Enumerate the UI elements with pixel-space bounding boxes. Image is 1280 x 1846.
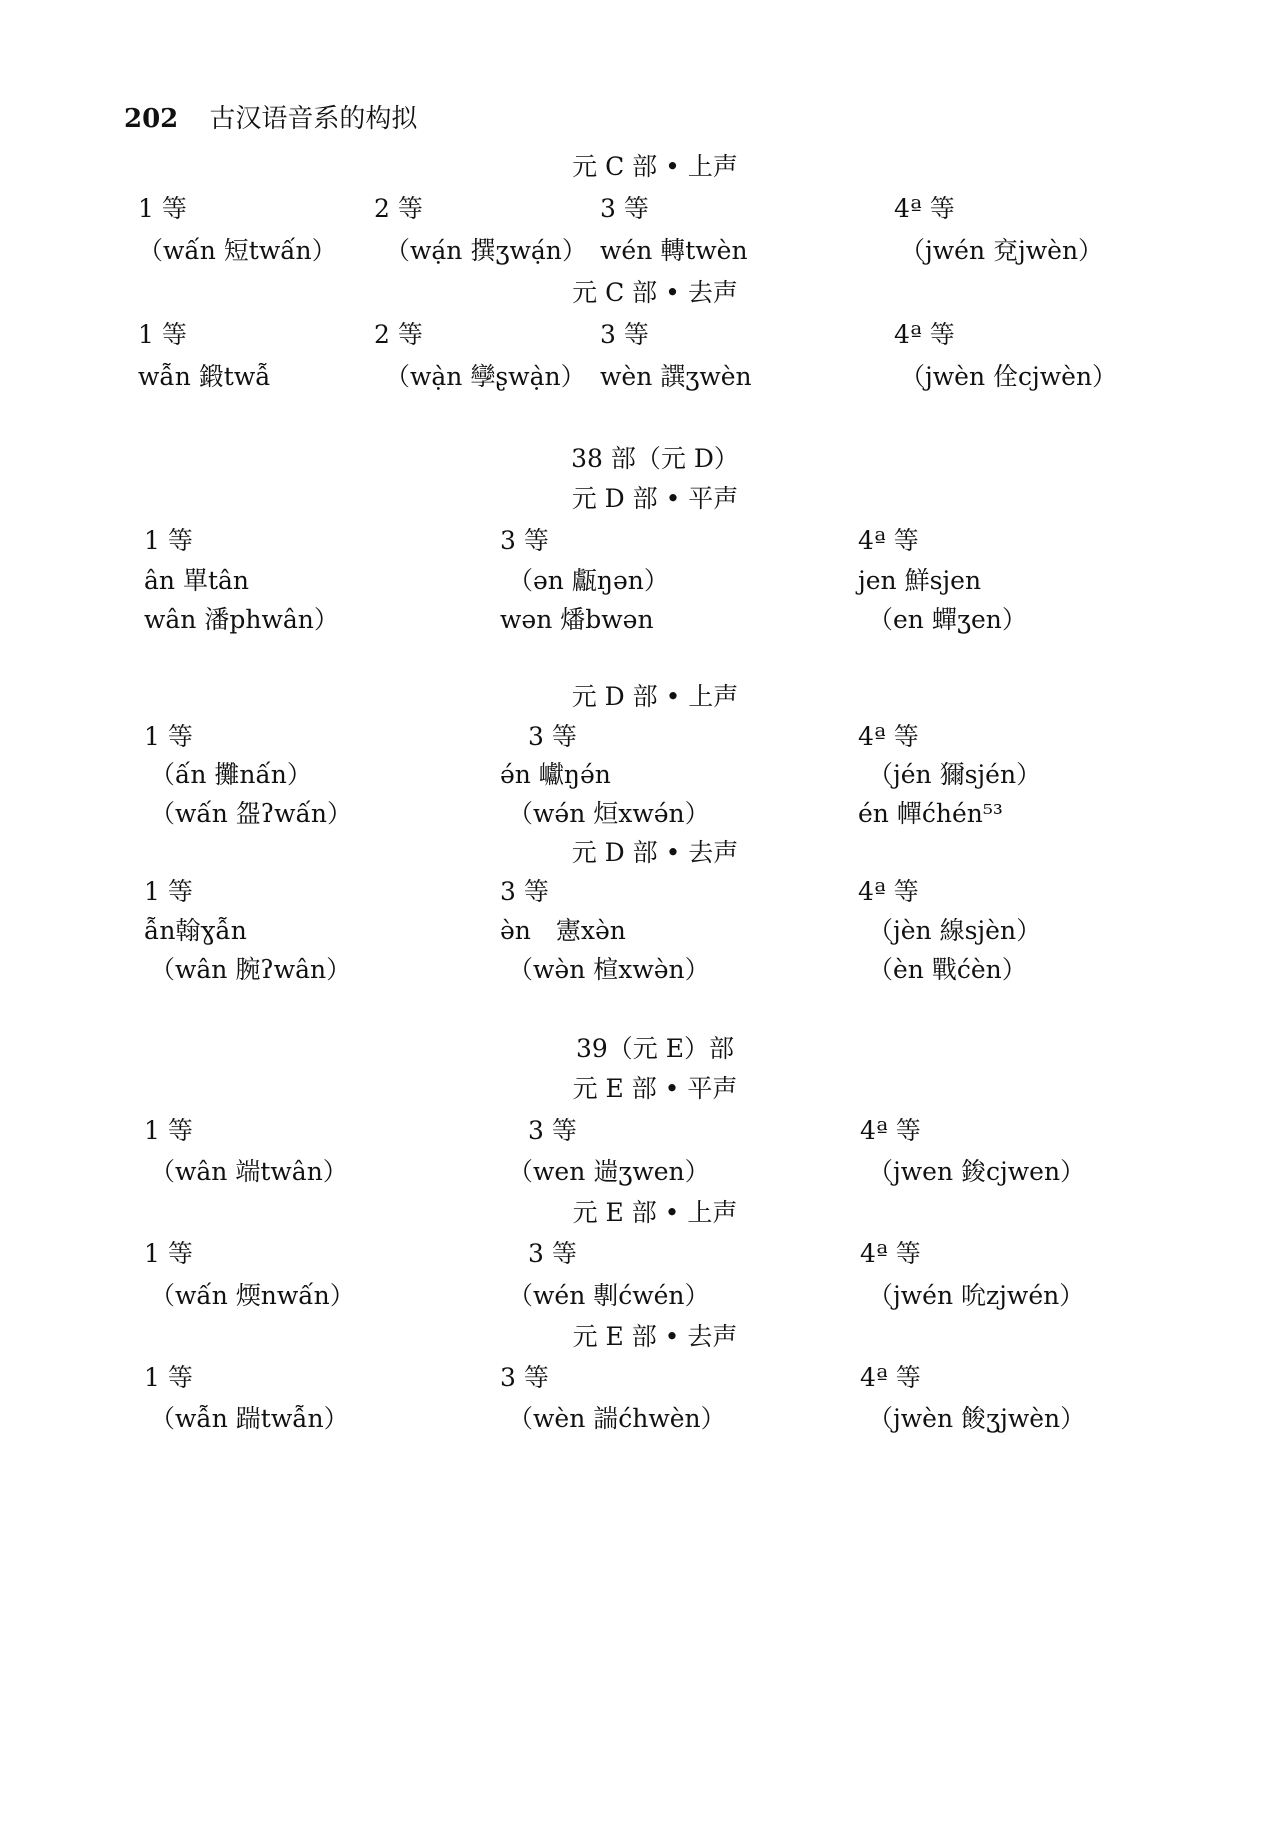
grade-label: 1 等 bbox=[144, 722, 193, 751]
rhyme-entry: （wèn 諯ćhwèn） bbox=[508, 1404, 726, 1433]
tone-heading: 元 C 部 • 上声 bbox=[572, 152, 738, 181]
rhyme-entry: （wấn 煗nwấn） bbox=[150, 1281, 355, 1310]
rhyme-entry: （en 蟬ʒen） bbox=[868, 605, 1027, 634]
grade-label: 3 等 bbox=[600, 194, 649, 223]
grade-label: 4ª 等 bbox=[858, 722, 919, 751]
part-heading: 39（元 E）部 bbox=[575, 1034, 734, 1063]
rhyme-entry: （jwén 兗jwèn） bbox=[900, 236, 1104, 265]
grade-label: 4ª 等 bbox=[858, 526, 919, 555]
rhyme-entry: （wə̀n 楦xwə̀n） bbox=[508, 955, 710, 984]
rhyme-entry: （jén 獮sjén） bbox=[868, 760, 1042, 789]
grade-label: 1 等 bbox=[144, 1239, 193, 1268]
rhyme-entry: （wen 遄ʒwen） bbox=[508, 1157, 710, 1186]
grade-label: 4ª 等 bbox=[858, 877, 919, 906]
tone-heading: 元 C 部 • 去声 bbox=[572, 278, 738, 307]
rhyme-entry: （ən 甗ŋən） bbox=[508, 566, 669, 595]
rhyme-entry: （jwèn 佺cjwèn） bbox=[900, 362, 1118, 391]
rhyme-entry: wẫn 鍛twẫ bbox=[138, 362, 271, 391]
grade-label: 3 等 bbox=[500, 877, 549, 906]
grade-label: 1 等 bbox=[144, 877, 193, 906]
page-number: 202 bbox=[124, 104, 179, 134]
grade-label: 3 等 bbox=[500, 1363, 549, 1392]
rhyme-entry: （wấn 盌ʔwấn） bbox=[150, 799, 352, 828]
rhyme-entry: ə́n 巘ŋə́n bbox=[500, 760, 611, 789]
rhyme-entry: （èn 戰ćèn） bbox=[868, 955, 1027, 984]
rhyme-entry: （ấn 攤nấn） bbox=[150, 760, 312, 789]
grade-label: 1 等 bbox=[138, 320, 187, 349]
grade-label: 3 等 bbox=[600, 320, 649, 349]
rhyme-entry: （wạ̀n 孿ʂwạ̀n） bbox=[385, 362, 586, 391]
tone-heading: 元 D 部 • 上声 bbox=[571, 682, 739, 711]
tone-heading: 元 E 部 • 去声 bbox=[572, 1322, 738, 1351]
rhyme-entry: én 幝ćhén⁵³ bbox=[858, 799, 1003, 828]
rhyme-entry: （jwén 吮zjwén） bbox=[868, 1281, 1085, 1310]
rhyme-entry: （wân 端twân） bbox=[150, 1157, 348, 1186]
rhyme-entry: ẫn翰ɣẫn bbox=[144, 916, 247, 945]
part-heading: 38 部（元 D） bbox=[571, 444, 739, 473]
rhyme-entry: jen 鮮sjen bbox=[858, 566, 982, 595]
rhyme-entry: ə̀n 憲xə̀n bbox=[500, 916, 626, 945]
grade-label: 1 等 bbox=[144, 1363, 193, 1392]
grade-label: 4ª 等 bbox=[894, 194, 955, 223]
grade-label: 2 等 bbox=[374, 320, 423, 349]
rhyme-entry: （wə́n 烜xwə́n） bbox=[508, 799, 710, 828]
grade-label: 3 等 bbox=[528, 1116, 577, 1145]
rhyme-entry: （jèn 線sjèn） bbox=[868, 916, 1042, 945]
rhyme-entry: （wạ́n 撰ʒwạ́n） bbox=[385, 236, 587, 265]
grade-label: 1 等 bbox=[144, 526, 193, 555]
book-title: 古汉语音系的构拟 bbox=[209, 104, 418, 134]
rhyme-entry: （wân 腕ʔwân） bbox=[150, 955, 352, 984]
grade-label: 3 等 bbox=[528, 722, 577, 751]
rhyme-entry: （wén 剸ćwén） bbox=[508, 1281, 710, 1310]
rhyme-entry: wén 轉twèn bbox=[600, 236, 748, 265]
grade-label: 1 等 bbox=[138, 194, 187, 223]
rhyme-entry: （jwen 鋑cjwen） bbox=[868, 1157, 1086, 1186]
grade-label: 4ª 等 bbox=[894, 320, 955, 349]
grade-label: 4ª 等 bbox=[860, 1116, 921, 1145]
rhyme-entry: （wẫn 踹twẫn） bbox=[150, 1404, 349, 1433]
tone-heading: 元 D 部 • 去声 bbox=[571, 838, 739, 867]
rhyme-entry: wân 潘phwân） bbox=[144, 605, 339, 634]
grade-label: 4ª 等 bbox=[860, 1363, 921, 1392]
page-header bbox=[124, 98, 417, 135]
grade-label: 3 等 bbox=[500, 526, 549, 555]
rhyme-entry: wèn 譔ʒwèn bbox=[600, 362, 752, 391]
grade-label: 1 等 bbox=[144, 1116, 193, 1145]
tone-heading: 元 D 部 • 平声 bbox=[571, 484, 739, 513]
tone-heading: 元 E 部 • 上声 bbox=[572, 1198, 738, 1227]
rhyme-entry: （jwèn 餕ʒjwèn） bbox=[868, 1404, 1086, 1433]
grade-label: 3 等 bbox=[528, 1239, 577, 1268]
rhyme-entry: （wấn 短twấn） bbox=[138, 236, 337, 265]
tone-heading: 元 E 部 • 平声 bbox=[572, 1074, 738, 1103]
grade-label: 2 等 bbox=[374, 194, 423, 223]
rhyme-entry: wən 燔bwən bbox=[500, 605, 654, 634]
grade-label: 4ª 等 bbox=[860, 1239, 921, 1268]
rhyme-entry: ân 單tân bbox=[144, 566, 250, 595]
